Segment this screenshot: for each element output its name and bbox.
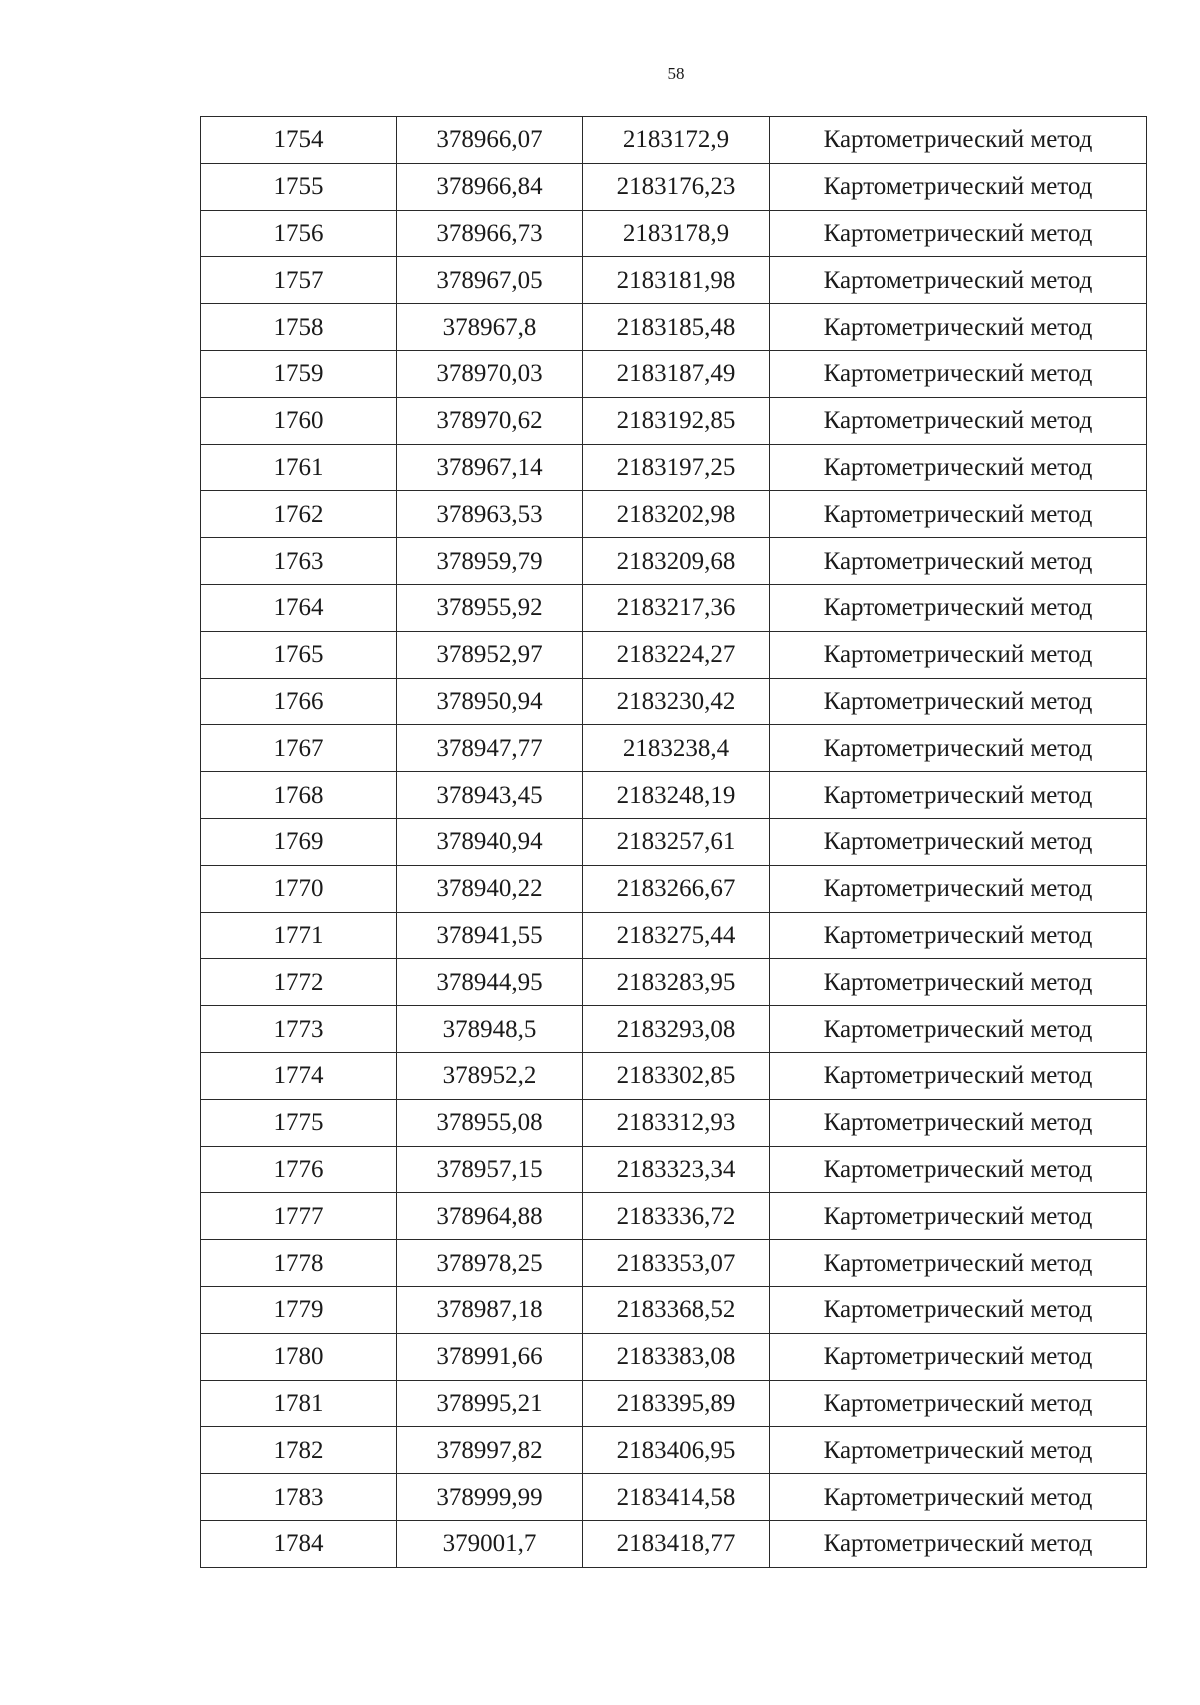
method-cell: Картометрический метод	[770, 1240, 1147, 1287]
method-cell: Картометрический метод	[770, 397, 1147, 444]
method-cell: Картометрический метод	[770, 865, 1147, 912]
method-cell: Картометрический метод	[770, 912, 1147, 959]
table-row	[201, 1146, 1147, 1193]
point-number-cell: 1766	[201, 678, 397, 725]
point-number-cell: 1762	[201, 491, 397, 538]
method-cell: Картометрический метод	[770, 304, 1147, 351]
x-coordinate-cell: 378999,99	[397, 1474, 583, 1521]
method-cell: Картометрический метод	[770, 1052, 1147, 1099]
y-coordinate-cell: 2183383,08	[583, 1333, 770, 1380]
y-coordinate-cell: 2183209,68	[583, 538, 770, 585]
method-cell: Картометрический метод	[770, 1474, 1147, 1521]
point-number-cell: 1756	[201, 210, 397, 257]
table-row	[201, 725, 1147, 772]
table-row	[201, 631, 1147, 678]
y-coordinate-cell: 2183217,36	[583, 584, 770, 631]
x-coordinate-cell: 378944,95	[397, 959, 583, 1006]
x-coordinate-cell: 378952,97	[397, 631, 583, 678]
table-row	[201, 1193, 1147, 1240]
x-coordinate-cell: 378978,25	[397, 1240, 583, 1287]
table-row	[201, 1427, 1147, 1474]
x-coordinate-cell: 378964,88	[397, 1193, 583, 1240]
x-coordinate-cell: 378940,22	[397, 865, 583, 912]
method-cell: Картометрический метод	[770, 1427, 1147, 1474]
method-cell: Картометрический метод	[770, 1520, 1147, 1567]
y-coordinate-cell: 2183202,98	[583, 491, 770, 538]
y-coordinate-cell: 2183257,61	[583, 818, 770, 865]
point-number-cell: 1765	[201, 631, 397, 678]
x-coordinate-cell: 378966,73	[397, 210, 583, 257]
table-row	[201, 491, 1147, 538]
method-cell: Картометрический метод	[770, 163, 1147, 210]
coordinates-table	[200, 116, 1147, 1568]
method-cell: Картометрический метод	[770, 678, 1147, 725]
point-number-cell: 1781	[201, 1380, 397, 1427]
x-coordinate-cell: 378963,53	[397, 491, 583, 538]
x-coordinate-cell: 378943,45	[397, 772, 583, 819]
y-coordinate-cell: 2183192,85	[583, 397, 770, 444]
table-row	[201, 1240, 1147, 1287]
table-row	[201, 350, 1147, 397]
point-number-cell: 1770	[201, 865, 397, 912]
y-coordinate-cell: 2183336,72	[583, 1193, 770, 1240]
page-number: 58	[667, 64, 685, 83]
method-cell: Картометрический метод	[770, 818, 1147, 865]
x-coordinate-cell: 378997,82	[397, 1427, 583, 1474]
y-coordinate-cell: 2183283,95	[583, 959, 770, 1006]
y-coordinate-cell: 2183406,95	[583, 1427, 770, 1474]
table-row	[201, 959, 1147, 1006]
point-number-cell: 1763	[201, 538, 397, 585]
x-coordinate-cell: 378991,66	[397, 1333, 583, 1380]
point-number-cell: 1783	[201, 1474, 397, 1521]
x-coordinate-cell: 378952,2	[397, 1052, 583, 1099]
y-coordinate-cell: 2183302,85	[583, 1052, 770, 1099]
y-coordinate-cell: 2183353,07	[583, 1240, 770, 1287]
y-coordinate-cell: 2183181,98	[583, 257, 770, 304]
method-cell: Картометрический метод	[770, 1099, 1147, 1146]
point-number-cell: 1780	[201, 1333, 397, 1380]
method-cell: Картометрический метод	[770, 1380, 1147, 1427]
y-coordinate-cell: 2183178,9	[583, 210, 770, 257]
method-cell: Картометрический метод	[770, 444, 1147, 491]
method-cell: Картометрический метод	[770, 725, 1147, 772]
table-row	[201, 210, 1147, 257]
y-coordinate-cell: 2183395,89	[583, 1380, 770, 1427]
point-number-cell: 1773	[201, 1006, 397, 1053]
method-cell: Картометрический метод	[770, 350, 1147, 397]
table-row	[201, 1052, 1147, 1099]
point-number-cell: 1755	[201, 163, 397, 210]
method-cell: Картометрический метод	[770, 1193, 1147, 1240]
y-coordinate-cell: 2183238,4	[583, 725, 770, 772]
method-cell: Картометрический метод	[770, 117, 1147, 164]
table-row	[201, 1286, 1147, 1333]
point-number-cell: 1771	[201, 912, 397, 959]
table-row	[201, 772, 1147, 819]
method-cell: Картометрический метод	[770, 631, 1147, 678]
table-row	[201, 444, 1147, 491]
y-coordinate-cell: 2183323,34	[583, 1146, 770, 1193]
table-row	[201, 912, 1147, 959]
table-row	[201, 1099, 1147, 1146]
table-row	[201, 538, 1147, 585]
y-coordinate-cell: 2183312,93	[583, 1099, 770, 1146]
point-number-cell: 1778	[201, 1240, 397, 1287]
point-number-cell: 1779	[201, 1286, 397, 1333]
x-coordinate-cell: 378955,92	[397, 584, 583, 631]
x-coordinate-cell: 378970,62	[397, 397, 583, 444]
method-cell: Картометрический метод	[770, 257, 1147, 304]
table-row	[201, 1006, 1147, 1053]
point-number-cell: 1776	[201, 1146, 397, 1193]
table-row	[201, 1380, 1147, 1427]
point-number-cell: 1774	[201, 1052, 397, 1099]
point-number-cell: 1754	[201, 117, 397, 164]
method-cell: Картометрический метод	[770, 1286, 1147, 1333]
table-row	[201, 818, 1147, 865]
point-number-cell: 1769	[201, 818, 397, 865]
y-coordinate-cell: 2183293,08	[583, 1006, 770, 1053]
y-coordinate-cell: 2183176,23	[583, 163, 770, 210]
coordinates-table-body	[201, 117, 1147, 1568]
x-coordinate-cell: 378941,55	[397, 912, 583, 959]
point-number-cell: 1775	[201, 1099, 397, 1146]
method-cell: Картометрический метод	[770, 772, 1147, 819]
y-coordinate-cell: 2183224,27	[583, 631, 770, 678]
x-coordinate-cell: 378955,08	[397, 1099, 583, 1146]
y-coordinate-cell: 2183418,77	[583, 1520, 770, 1567]
point-number-cell: 1784	[201, 1520, 397, 1567]
x-coordinate-cell: 378966,84	[397, 163, 583, 210]
x-coordinate-cell: 378959,79	[397, 538, 583, 585]
y-coordinate-cell: 2183172,9	[583, 117, 770, 164]
x-coordinate-cell: 378967,14	[397, 444, 583, 491]
method-cell: Картометрический метод	[770, 538, 1147, 585]
x-coordinate-cell: 378940,94	[397, 818, 583, 865]
point-number-cell: 1761	[201, 444, 397, 491]
method-cell: Картометрический метод	[770, 1006, 1147, 1053]
table-row	[201, 163, 1147, 210]
x-coordinate-cell: 378957,15	[397, 1146, 583, 1193]
point-number-cell: 1772	[201, 959, 397, 1006]
table-row	[201, 304, 1147, 351]
point-number-cell: 1759	[201, 350, 397, 397]
y-coordinate-cell: 2183187,49	[583, 350, 770, 397]
method-cell: Картометрический метод	[770, 491, 1147, 538]
method-cell: Картометрический метод	[770, 1146, 1147, 1193]
method-cell: Картометрический метод	[770, 1333, 1147, 1380]
x-coordinate-cell: 378947,77	[397, 725, 583, 772]
x-coordinate-cell: 378967,8	[397, 304, 583, 351]
y-coordinate-cell: 2183197,25	[583, 444, 770, 491]
method-cell: Картометрический метод	[770, 959, 1147, 1006]
x-coordinate-cell: 379001,7	[397, 1520, 583, 1567]
y-coordinate-cell: 2183185,48	[583, 304, 770, 351]
table-row	[201, 584, 1147, 631]
point-number-cell: 1757	[201, 257, 397, 304]
table-row	[201, 1474, 1147, 1521]
table-row	[201, 117, 1147, 164]
y-coordinate-cell: 2183266,67	[583, 865, 770, 912]
x-coordinate-cell: 378950,94	[397, 678, 583, 725]
point-number-cell: 1777	[201, 1193, 397, 1240]
y-coordinate-cell: 2183230,42	[583, 678, 770, 725]
x-coordinate-cell: 378987,18	[397, 1286, 583, 1333]
point-number-cell: 1758	[201, 304, 397, 351]
y-coordinate-cell: 2183248,19	[583, 772, 770, 819]
point-number-cell: 1760	[201, 397, 397, 444]
table-row	[201, 1520, 1147, 1567]
point-number-cell: 1768	[201, 772, 397, 819]
x-coordinate-cell: 378995,21	[397, 1380, 583, 1427]
y-coordinate-cell: 2183275,44	[583, 912, 770, 959]
point-number-cell: 1767	[201, 725, 397, 772]
table-row	[201, 865, 1147, 912]
method-cell: Картометрический метод	[770, 210, 1147, 257]
table-row	[201, 678, 1147, 725]
table-row	[201, 1333, 1147, 1380]
y-coordinate-cell: 2183414,58	[583, 1474, 770, 1521]
x-coordinate-cell: 378948,5	[397, 1006, 583, 1053]
x-coordinate-cell: 378966,07	[397, 117, 583, 164]
x-coordinate-cell: 378967,05	[397, 257, 583, 304]
y-coordinate-cell: 2183368,52	[583, 1286, 770, 1333]
table-row	[201, 257, 1147, 304]
table-row	[201, 397, 1147, 444]
method-cell: Картометрический метод	[770, 584, 1147, 631]
point-number-cell: 1782	[201, 1427, 397, 1474]
x-coordinate-cell: 378970,03	[397, 350, 583, 397]
point-number-cell: 1764	[201, 584, 397, 631]
